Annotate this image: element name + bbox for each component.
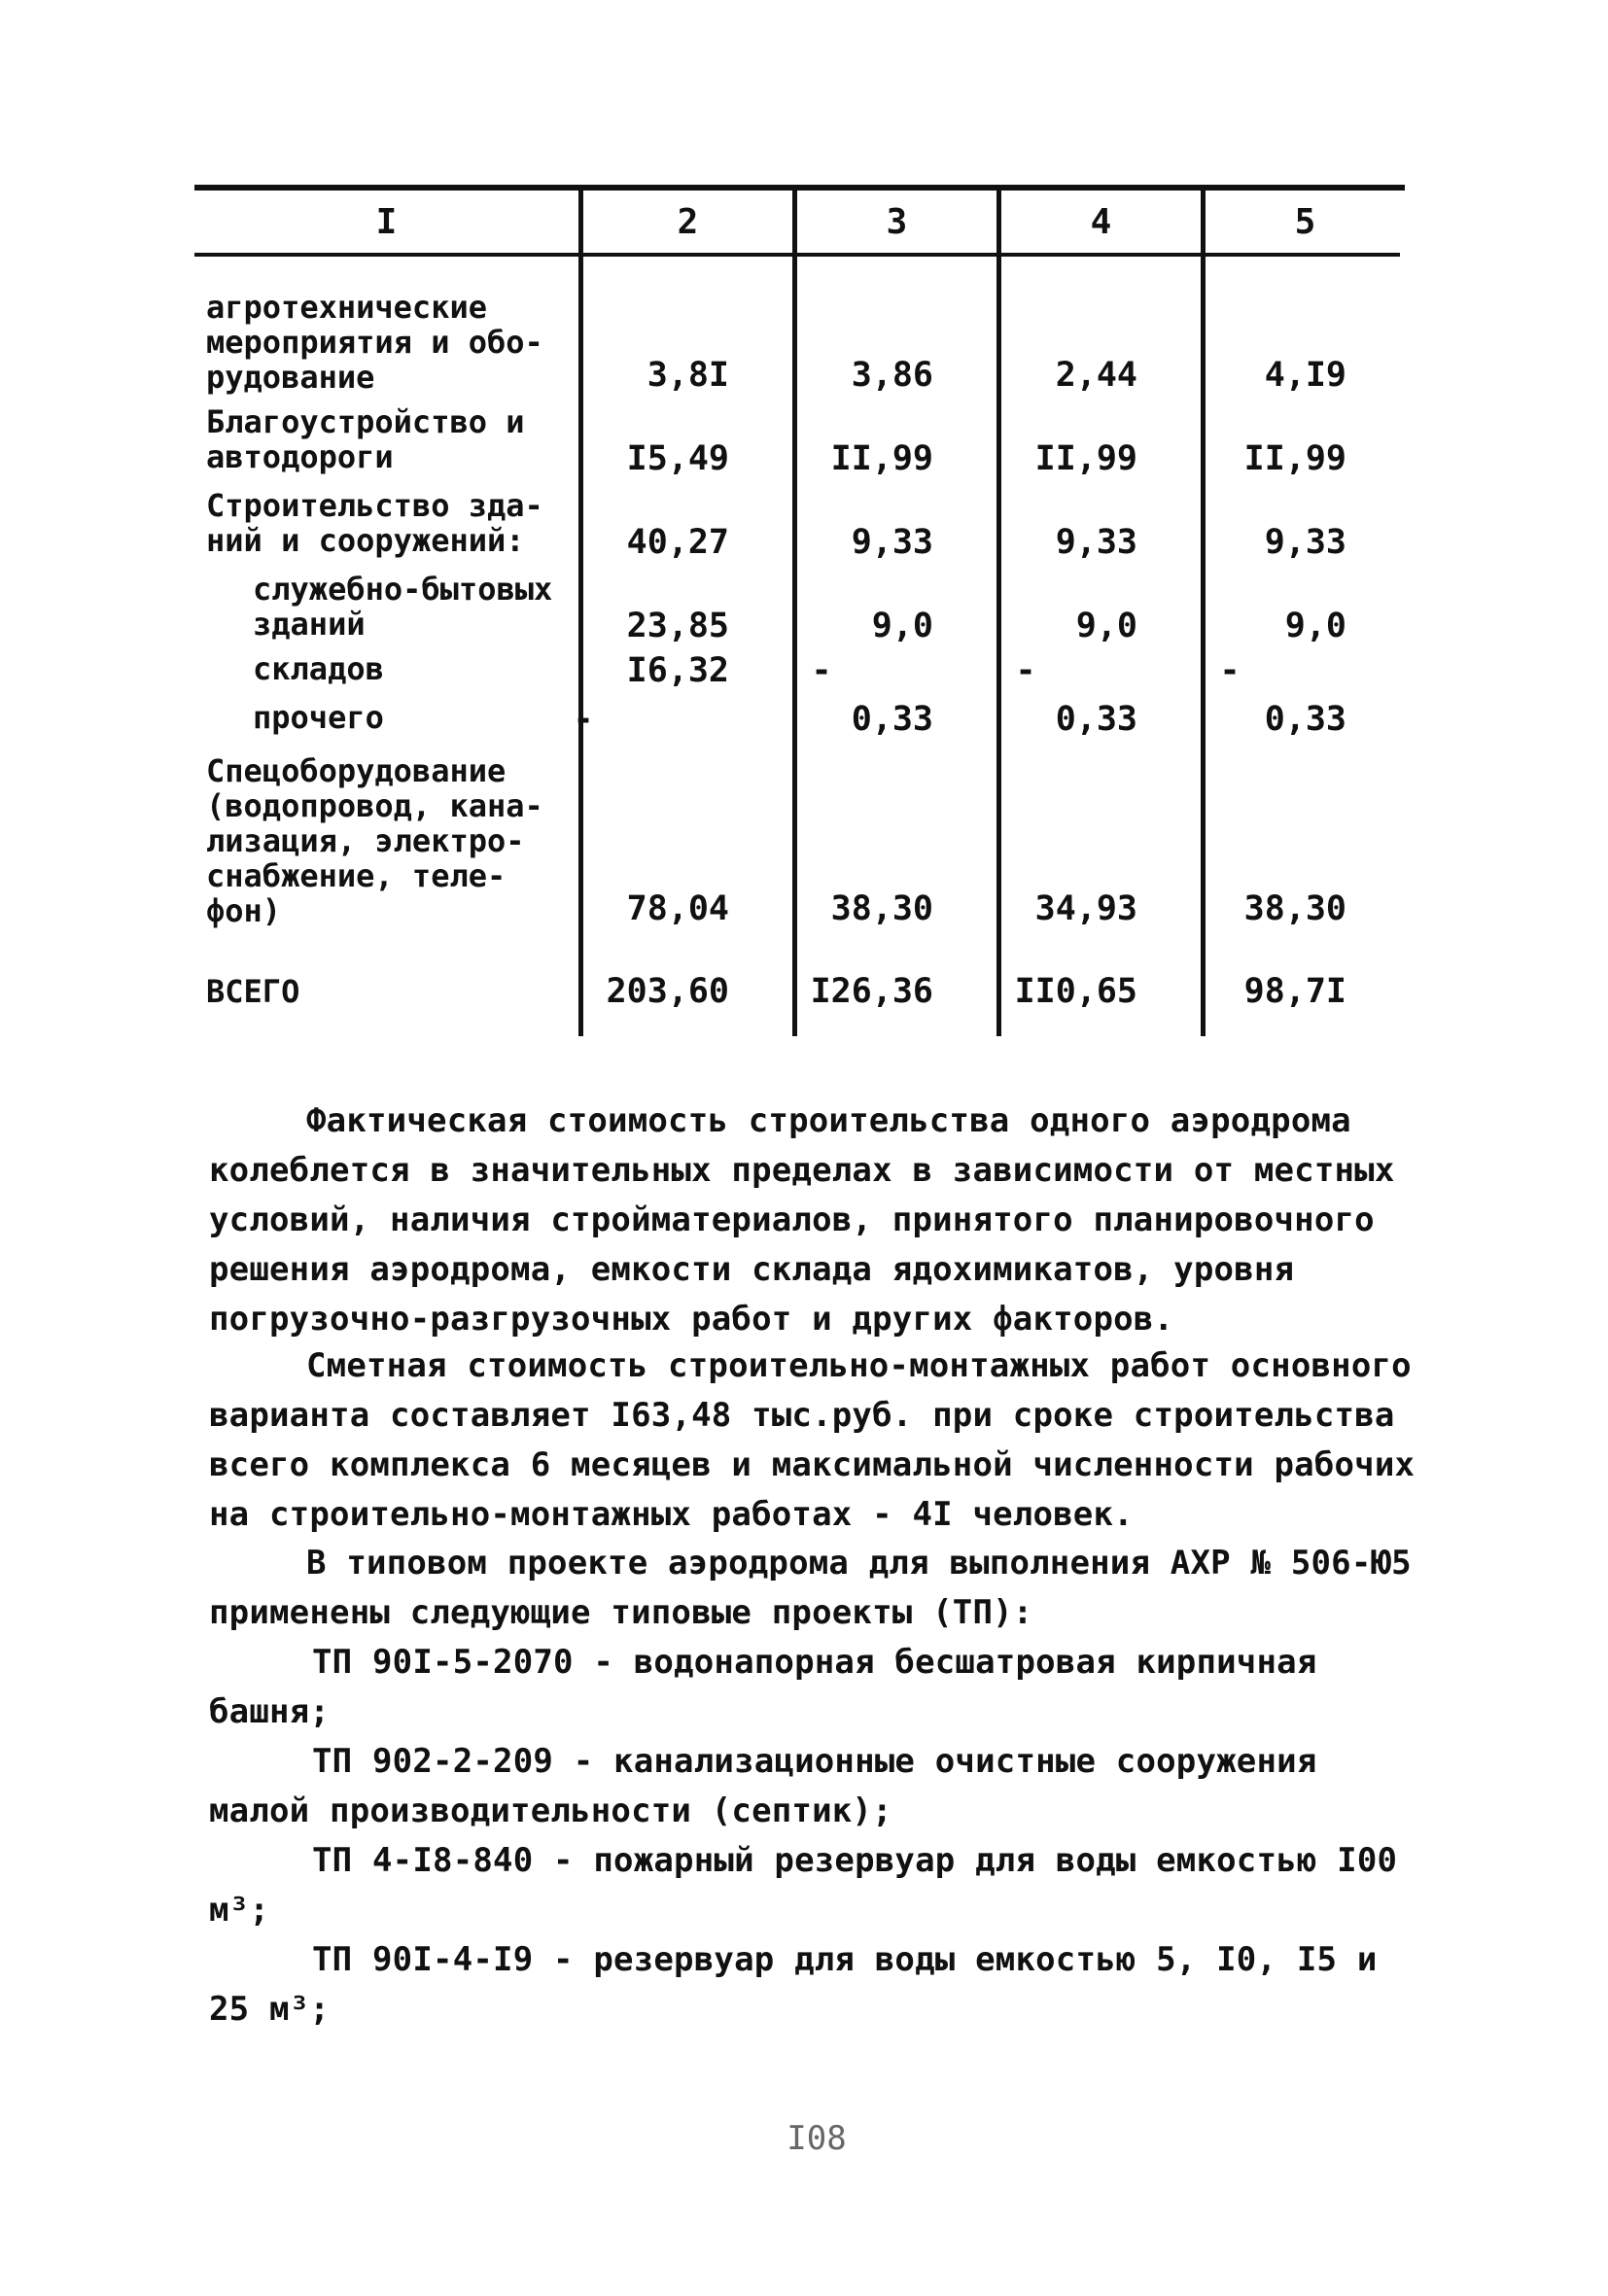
table-cell: 203,60	[606, 972, 729, 1011]
table-cell: 23,85	[626, 607, 729, 645]
paragraph-estimated-cost: Сметная стоимость строительно-монтажных работ основного варианта составляет I63,48 тыс.руб. при сроке строительства всего комплекса 6 месяцев и максимальной численности рабочих на строительно-монтажных работах - 4I человек.	[209, 1346, 1416, 1534]
table-cell: 9,0	[871, 607, 933, 645]
paragraph-standard-projects: В типовом проекте аэродрома для выполнения АХР № 506-Ю5 применены следующие типовые проекты (ТП):	[209, 1544, 1412, 1632]
list-item-tp-septic: ТП 902-2-209 - канализационные очистные сооружения малой производительности (септик);	[209, 1742, 1317, 1830]
table-cell: 9,0	[1284, 607, 1346, 645]
table-row	[194, 290, 1405, 395]
table-cell: 9,33	[1055, 523, 1137, 562]
table-header-cell: 5	[1294, 202, 1316, 242]
table-cell: 2,44	[1055, 356, 1137, 395]
table-cell: 0,33	[1264, 700, 1346, 739]
table-cell: 9,0	[1075, 607, 1137, 645]
table-cell: II0,65	[1014, 972, 1137, 1011]
row-label: складов	[253, 650, 384, 687]
table-header-rule	[194, 253, 1400, 257]
table-cell: 3,86	[851, 356, 933, 395]
row-label: служебно-бытовых зданий	[253, 571, 553, 643]
table-row	[194, 700, 1405, 743]
row-label: агротехнические мероприятия и обо- рудование	[206, 289, 543, 396]
table-cell: 0,33	[851, 700, 933, 739]
table-cell: 9,33	[1264, 523, 1346, 562]
row-label: ВСЕГО	[206, 973, 300, 1010]
table-cell: 98,7I	[1243, 972, 1346, 1011]
table-cell: 38,30	[1243, 889, 1346, 928]
table-cell: 40,27	[626, 523, 729, 562]
table-cell: -	[573, 700, 594, 739]
list-item-tp-water-tower: ТП 90I-5-2070 - водонапорная бесшатровая кирпичная башня;	[209, 1643, 1317, 1731]
table-cell: 34,93	[1034, 889, 1137, 928]
list-item-tp-fire-reservoir: ТП 4-I8-840 - пожарный резервуар для воды емкостью I00 м³;	[209, 1841, 1398, 1930]
table-cell: II,99	[1034, 439, 1137, 478]
table-cell: I6,32	[626, 651, 729, 690]
table-cell: -	[811, 651, 832, 690]
row-label: Спецоборудование (водопровод, кана- лизация, электро- снабжение, теле- фон)	[206, 752, 543, 929]
row-label: прочего	[253, 699, 384, 736]
row-label: Строительство зда- ний и сооружений:	[206, 487, 543, 559]
table-cell: 4,I9	[1264, 356, 1346, 395]
table-header-cell: 2	[677, 202, 699, 242]
table-row	[194, 572, 1405, 645]
table-cell: 3,8I	[647, 356, 729, 395]
table-header-cell: I	[375, 202, 398, 242]
table-row	[194, 651, 1405, 694]
table-cell: II,99	[830, 439, 933, 478]
row-label: Благоустройство и автодороги	[206, 403, 525, 475]
table-cell: 78,04	[626, 889, 729, 928]
table-header-cell: 3	[886, 202, 908, 242]
table-row	[194, 753, 1405, 928]
table-cell: -	[1015, 651, 1036, 690]
table-cell: 9,33	[851, 523, 933, 562]
table-cell: 38,30	[830, 889, 933, 928]
table-row	[194, 488, 1405, 562]
list-item-tp-water-reservoir: ТП 90I-4-I9 - резервуар для воды емкостью 5, I0, I5 и 25 м³;	[209, 1940, 1378, 2029]
table-row-total	[194, 972, 1405, 1015]
table-top-rule	[194, 185, 1405, 191]
table-cell: I26,36	[810, 972, 933, 1011]
table-cell: 0,33	[1055, 700, 1137, 739]
paragraph-actual-cost: Фактическая стоимость строительства одного аэродрома колеблется в значительных пределах в зависимости от местных условий, наличия стройматериалов, принятого планировочного решения аэродрома, емкости склада ядохимикатов, уровня погрузочно-разгрузочных работ и других факторов.	[209, 1101, 1395, 1339]
table-cell: II,99	[1243, 439, 1346, 478]
table-header-cell: 4	[1090, 202, 1112, 242]
table-cell: I5,49	[626, 439, 729, 478]
table-cell: -	[1219, 651, 1241, 690]
page-number: I08	[787, 2119, 847, 2158]
table-row	[194, 404, 1405, 478]
